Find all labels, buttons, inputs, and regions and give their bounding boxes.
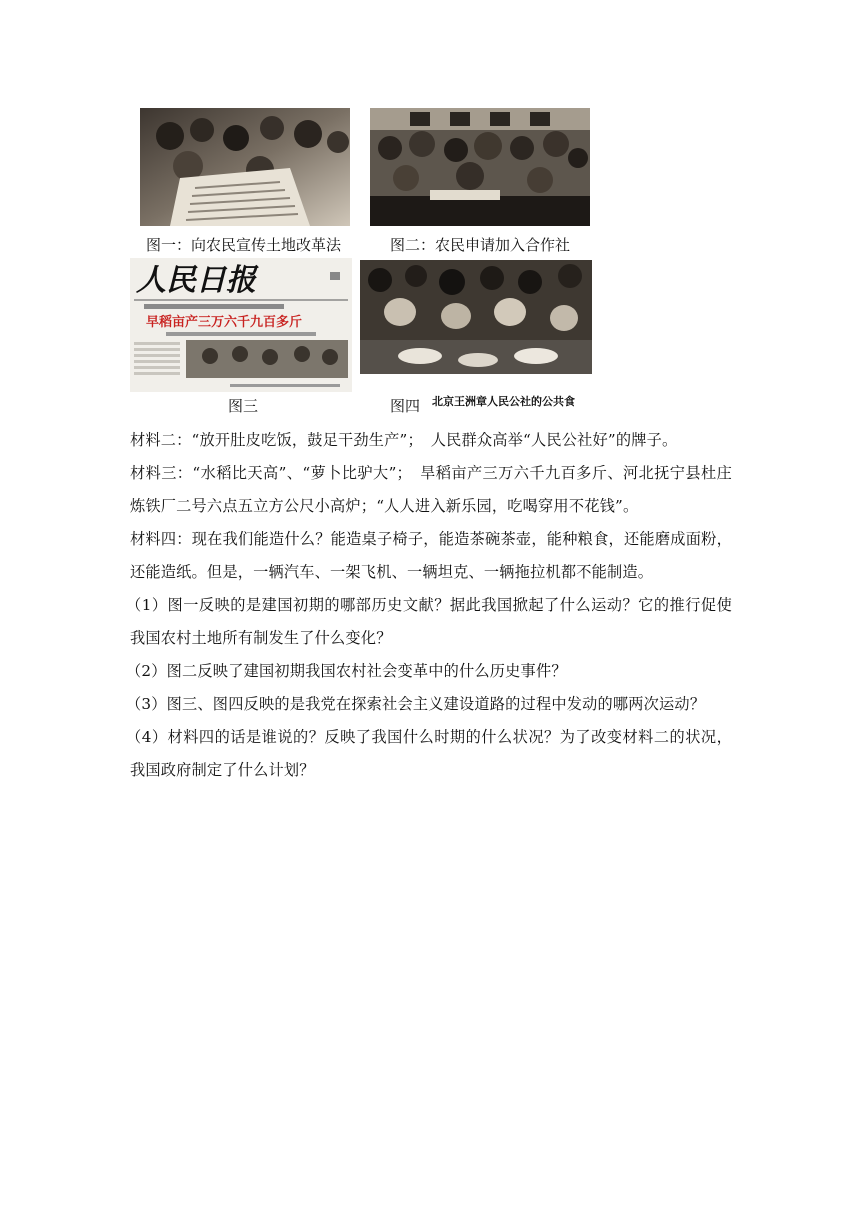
question-3: （3）图三、图四反映的是我党在探索社会主义建设道路的过程中发动的哪两次运动？ [126,695,706,713]
photo-newspaper [130,258,352,392]
question-text [126,424,732,787]
question-2: （2）图二反映了建国初期我国农村社会变革中的什么历史事件？ [126,662,567,680]
photo-cooperative [370,108,590,226]
figure-group [130,108,596,418]
question-1: （1）图一反映的是建国初期的哪部历史文献？据此我国掀起了什么运动？它的推行促使我国农村土地所有制发生了什么变化？ [126,596,732,647]
fig2-caption: 图二：农民申请加入合作社 [390,236,571,254]
fig4-caption: 图四 [390,397,421,415]
newspaper-masthead: 人民日报 [136,263,256,298]
fig1-caption: 图一：向农民宣传土地改革法 [146,236,342,254]
fig3-caption: 图三 [228,397,259,415]
material-2: 材料二：“放开肚皮吃饭，鼓足干劲生产”； 人民群众高举“人民公社好”的牌子。 [130,431,678,449]
photo-canteen [360,260,592,388]
material-3: 材料三：“水稻比天高”、“萝卜比驴大”； 旱稻亩产三万六千九百多斤、河北抚宁县杜庄炼铁厂二号六点五立方公尺小高炉；“人人进入新乐园，吃喝穿用不花钱”。 [130,464,732,515]
newspaper-headline: 早稻亩产三万六千九百多斤 [146,315,303,330]
material-4: 材料四：现在我们能造什么？能造桌子椅子，能造茶碗茶壶，能种粮食，还能磨成面粉，还能造纸。但是，一辆汽车、一架飞机、一辆坦克、一辆拖拉机都不能制造。 [130,530,732,581]
photo-land-reform [140,108,350,226]
fig4-subcaption: 北京王洲章人民公社的公共食 [432,395,575,408]
question-4: （4）材料四的话是谁说的？反映了我国什么时期的什么状况？为了改变材料二的状况，我国政府制定了什么计划？ [126,728,732,779]
